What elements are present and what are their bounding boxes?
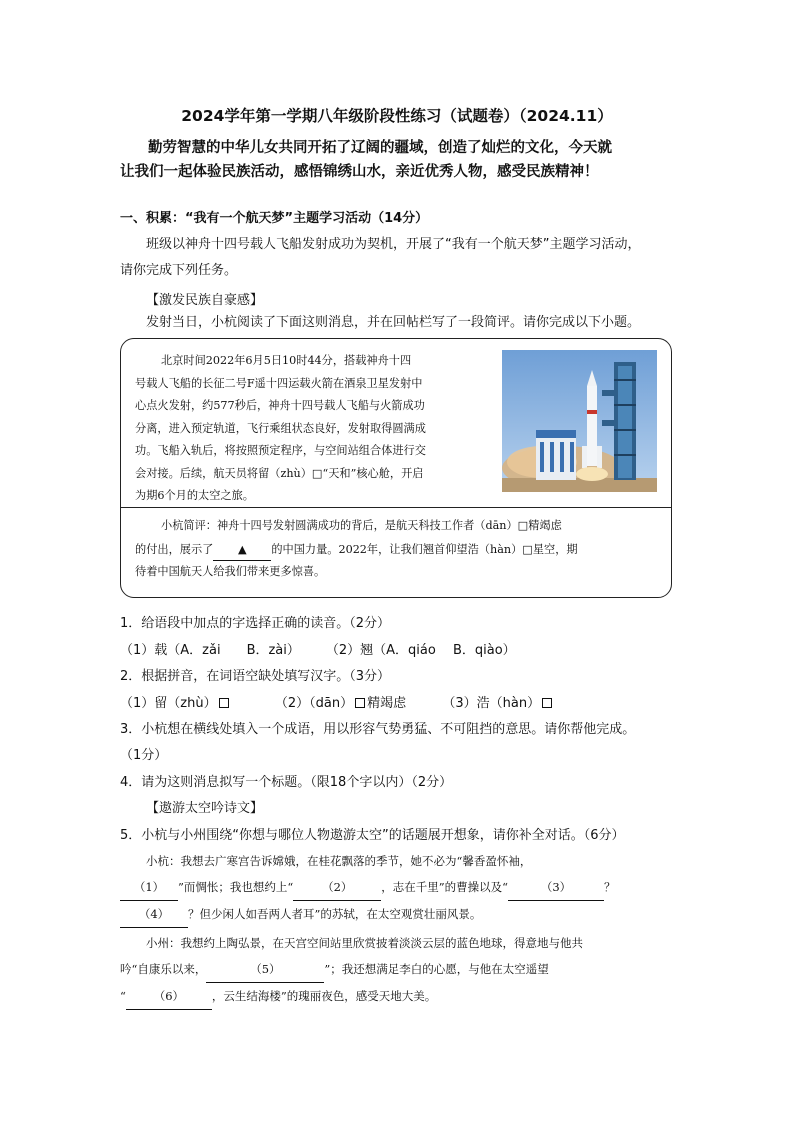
answer-blank-3: （3） — [508, 874, 604, 901]
q2-item-2-suffix: 精竭虑 — [367, 696, 407, 711]
answer-blank-2: （2） — [293, 874, 381, 901]
question-4: 4．请为这则消息拟写一个标题。（限18个字以内）（2分） — [120, 775, 453, 790]
q2-item-2: （2）（dān） — [274, 696, 354, 711]
answer-blank-1: （1） — [120, 874, 178, 901]
intro-line-2: 让我们一起体验民族活动，感悟锦绣山水，亲近优秀人物，感受民族精神！ — [120, 164, 599, 180]
q2-item-1: （1）留（zhù） — [120, 696, 217, 711]
review-line-1: 小杭简评：神舟十四号发射圆满成功的背后，是航天科技工作者（dān）□精竭虑 — [161, 519, 562, 532]
answer-square — [355, 698, 365, 708]
news-line: 号载人飞船的长征二号F遥十四运载火箭在酒泉卫星发射中 — [135, 376, 423, 390]
dialog-zhou-line-1: 小州：我想约上陶弘景，在天宫空间站里欣赏披着淡淡云层的蓝色地球，得意地与他共 — [146, 936, 583, 950]
dialog-zhou-line-3 — [120, 983, 683, 1010]
subsection-heading-pride: 【激发民族自豪感】 — [146, 293, 264, 308]
question-2-options — [120, 692, 554, 711]
dialog-hang-line-1: 小杭：我想去广寒宫告诉嫦娥，在桂花飘落的季节，她不必为“馨香盈怀袖， — [146, 854, 532, 868]
dialog-text: ？ — [604, 880, 616, 894]
dialog-text: ？但少闲人如吾两人者耳”的苏轼，在太空观赏壮丽风景。 — [188, 907, 482, 921]
news-line: 功。飞船入轨后，将按照预定程序，与空间站组合体进行交 — [135, 444, 426, 457]
dialog-hang-line-2 — [120, 874, 683, 901]
question-1: 1．给语段中加点的字选择正确的读音。（2分） — [120, 616, 391, 631]
review-line-2-post: 的中国力量。2022年，让我们翘首仰望浩（hàn）□星空，期 — [271, 542, 578, 556]
answer-square — [542, 698, 552, 708]
review-line-2-pre: 的付出，展示了 — [135, 542, 214, 556]
news-text — [135, 350, 492, 508]
dialog-text: ”而惆怅；我也想约上“ — [178, 880, 294, 894]
subsection-intro — [120, 310, 680, 336]
dialog-text: ，志在千里”的曹操以及“ — [381, 880, 509, 894]
page-title: 2024学年第一学期八年级阶段性练习（试题卷）（2024.11） — [181, 107, 613, 125]
dialog-text: ，云生结海楼”的瑰丽夜色，感受天地大美。 — [211, 989, 437, 1003]
para-line-2: 请你完成下列任务。 — [120, 263, 238, 278]
dialog-text: “ — [120, 989, 126, 1003]
news-line: 分离，进入预定轨道，飞行乘组状态良好，发射取得圆满成 — [135, 421, 426, 435]
dialog-xiaohang — [120, 848, 683, 928]
news-line: 为期6个月的太空之旅。 — [135, 489, 254, 502]
review-text — [135, 515, 660, 584]
question-3-line-2: （1分） — [120, 748, 168, 763]
section-1-paragraph — [120, 232, 680, 284]
question-2: 2．根据拼音，在词语空缺处填写汉字。（3分） — [120, 669, 391, 684]
section-1-heading: 一、积累：“我有一个航天梦”主题学习活动（14分） — [120, 211, 429, 226]
intro-line-1: 勤劳智慧的中华儿女共同开拓了辽阔的疆域，创造了灿烂的文化，今天就 — [148, 140, 612, 156]
review-answer-blank: ▲ — [213, 538, 271, 562]
question-3-line-1: 3．小杭想在横线处填入一个成语，用以形容气势勇猛、不可阻挡的意思。请你帮他完成。 — [120, 722, 636, 737]
answer-blank-5: （5） — [206, 956, 324, 983]
para-line-1: 班级以神舟十四号载人飞船发射成功为契机，开展了“我有一个航天梦”主题学习活动， — [146, 237, 641, 252]
q2-item-3: （3）浩（hàn） — [442, 696, 541, 711]
news-line: 北京时间2022年6月5日10时44分，搭载神舟十四 — [161, 354, 412, 367]
review-line-2 — [135, 538, 660, 562]
question-1-options: （1）载（A．zǎi B．zài） （2）翘（A．qiáo B．qiào） — [120, 643, 516, 658]
dialog-zhou-line-2 — [120, 956, 683, 983]
answer-blank-6: （6） — [126, 983, 212, 1010]
subsection-intro-text: 发射当日，小杭阅读了下面这则消息，并在回帖栏写了一段简评。请你完成以下小题。 — [146, 315, 641, 330]
dialog-text: ”；我还想满足李白的心愿，与他在太空遥望 — [324, 962, 549, 976]
dialog-text: 吟“自康乐以来， — [120, 962, 207, 976]
intro-text — [120, 136, 680, 184]
subsection-heading-space: 【遨游太空吟诗文】 — [146, 801, 264, 816]
answer-square — [219, 698, 229, 708]
dialog-xiaozhou — [120, 930, 683, 1010]
news-line: 会对接。后续，航天员将留（zhù）□“天和”核心舱，开启 — [135, 466, 424, 480]
question-5: 5．小杭与小州围绕“你想与哪位人物遨游太空”的话题展开想象，请你补全对话。（6分） — [120, 828, 625, 843]
answer-blank-4: （4） — [120, 901, 188, 928]
rocket-launch-photo — [502, 350, 657, 492]
news-line: 心点火发射，约577秒后，神舟十四号载人飞船与火箭成功 — [135, 399, 425, 412]
review-line-3: 待着中国航天人给我们带来更多惊喜。 — [135, 565, 326, 578]
dialog-hang-line-3 — [120, 901, 683, 928]
